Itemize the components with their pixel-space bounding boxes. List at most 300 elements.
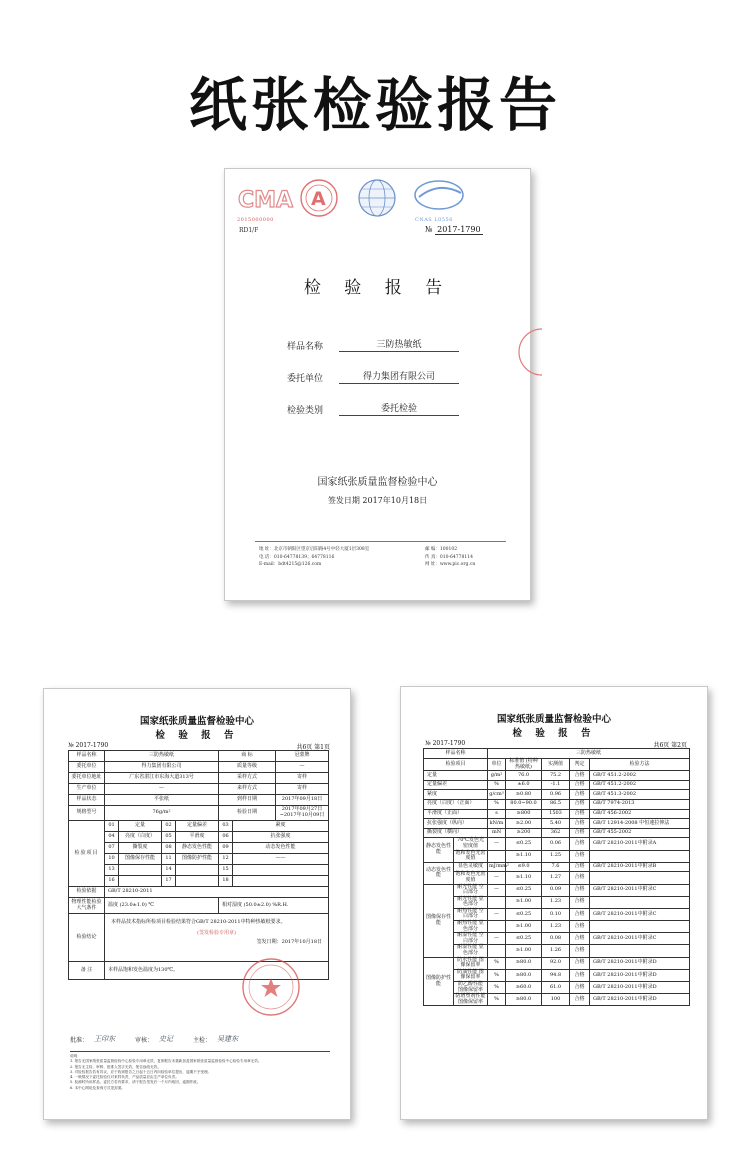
note-line: 说明： — [70, 1054, 81, 1058]
verdict-cell: 合格 — [570, 994, 590, 1006]
field-label: 委托单位 — [287, 374, 324, 384]
verdict-cell: 合格 — [570, 838, 590, 850]
conclusion-cell — [105, 914, 329, 962]
sample-info-table — [68, 750, 329, 980]
unit-cell: g/cm³ — [488, 790, 506, 800]
verdict-cell: 合格 — [570, 850, 590, 862]
item-number: 10 — [105, 854, 119, 865]
field-sample-name — [287, 337, 459, 352]
measured-value: 92.0 — [542, 957, 570, 969]
method-cell: GB/T 28210-2011中附录D — [590, 982, 690, 994]
test-item: 定量 — [424, 771, 488, 781]
test-subitem: 防水性能 图像保留率 — [454, 957, 488, 969]
verdict-cell: 合格 — [570, 809, 590, 819]
method-cell — [590, 945, 690, 957]
column-header: 检验项目 — [424, 759, 488, 771]
cal-seal-icon — [297, 177, 341, 221]
item-name: 动态发色性能 — [233, 843, 329, 854]
item-name: —— — [233, 854, 329, 865]
item-name: 图像防护性能 — [176, 854, 219, 865]
test-subitem: 耐热性能 显色部分 — [454, 921, 488, 933]
verdict-cell: 合格 — [570, 819, 590, 829]
inspection-stamp-icon — [240, 956, 302, 1018]
method-cell: GB/T 28210-2011中附录C — [590, 908, 690, 920]
footer-contact-right — [425, 546, 475, 569]
table-row — [69, 898, 329, 914]
info-value: 三防热敏纸 — [105, 751, 219, 762]
table-row — [69, 806, 329, 821]
page-report-number: № 2017-1790 — [425, 740, 466, 747]
verdict-cell: 合格 — [570, 957, 590, 969]
unit-cell: % — [488, 799, 506, 809]
cma-seal-caption: 2015000000 — [237, 217, 274, 223]
unit-cell: — — [488, 933, 506, 945]
verdict-cell: 合格 — [570, 771, 590, 781]
info-label: 采样方式 — [219, 773, 276, 784]
method-cell: GB/T 455-2002 — [590, 828, 690, 838]
method-cell: GB/T 28210-2011中附录D — [590, 957, 690, 969]
item-name: 定量 — [119, 821, 162, 832]
item-number: 05 — [162, 832, 176, 843]
item-name: 平滑度 — [176, 832, 219, 843]
cma-seal-icon — [235, 177, 294, 217]
item-number: 01 — [105, 821, 119, 832]
item-number: 13 — [105, 865, 119, 876]
info-value: 广东省湛江市东海大道313号 — [105, 773, 219, 784]
measured-value: 0.08 — [542, 933, 570, 945]
standard-value: ±6.0 — [506, 780, 542, 790]
item-number: 11 — [162, 854, 176, 865]
standard-value: ≤0.25 — [506, 908, 542, 920]
results-rows — [424, 771, 690, 1006]
info-value: 2017年09月18日 — [276, 795, 329, 806]
info-label: 规格型号 — [69, 806, 105, 821]
method-cell: GB/T 12914-2008 中恒速拉伸法 — [590, 819, 690, 829]
test-item: 紧度 — [424, 790, 488, 800]
standard-value: ≥80.0 — [506, 957, 542, 969]
conclusion-text: 本样品技术指标所检项目检验结果符合GB/T 28210-2011中特种热敏纸要求。 — [111, 919, 286, 925]
table-row — [424, 982, 690, 994]
table-row — [424, 872, 690, 884]
item-name: 紧度 — [233, 821, 329, 832]
test-subitem: 防油性能 图像保留率 — [454, 969, 488, 981]
table-row — [424, 819, 690, 829]
item-name — [119, 876, 162, 887]
info-value: 得力集团有限公司 — [105, 762, 219, 773]
table-row — [424, 994, 690, 1006]
verdict-cell: 合格 — [570, 933, 590, 945]
measured-value: 1.26 — [542, 945, 570, 957]
standard-value: ≥60.0 — [506, 982, 542, 994]
standard-value: ≤0.25 — [506, 933, 542, 945]
unit-cell: mJ/mm² — [488, 862, 506, 872]
page-number: 共6页 第2页 — [653, 742, 687, 749]
table-row — [424, 780, 690, 790]
item-number: 17 — [162, 876, 176, 887]
info-label: 质量等级 — [219, 762, 276, 773]
verdict-cell: 合格 — [570, 969, 590, 981]
verdict-cell: 合格 — [570, 945, 590, 957]
info-label: 来样方式 — [219, 784, 276, 795]
item-number: 14 — [162, 865, 176, 876]
page-org: 国家纸张质量监督检验中心 — [139, 716, 254, 727]
method-cell — [590, 872, 690, 884]
item-number: 04 — [105, 832, 119, 843]
field-value: 委托检验 — [339, 401, 459, 416]
field-label: 样品名称 — [287, 342, 324, 352]
standard-value: ≤9.0 — [506, 862, 542, 872]
report-notes — [70, 1051, 330, 1091]
table-row — [69, 876, 329, 887]
table-row — [424, 957, 690, 969]
remark-label: 备 注 — [69, 962, 105, 980]
test-group: 图像保存性能 — [424, 884, 454, 957]
item-name — [176, 876, 219, 887]
report-number — [425, 225, 483, 234]
field-label: 检验类别 — [287, 406, 324, 416]
note-line: 6. 本中心网址及查询方式见封面。 — [70, 1085, 125, 1090]
tester-label: 主检： — [193, 1036, 212, 1044]
measured-value: 0.10 — [542, 908, 570, 920]
info-label: 生产单位 — [69, 784, 105, 795]
item-name — [233, 865, 329, 876]
approve-signature: 王印东 — [94, 1035, 116, 1043]
items-label: 检验项目 — [69, 821, 105, 887]
standard-value: ≥1.10 — [506, 850, 542, 862]
sample-info-rows — [69, 751, 329, 821]
measured-value: 0.06 — [542, 838, 570, 850]
method-cell: GB/T 28210-2011中附录C — [590, 884, 690, 896]
stamp-text: (签发检验专用章) — [197, 930, 236, 936]
page-title: 检 验 报 告 — [512, 728, 596, 739]
test-item: 定量偏差 — [424, 780, 488, 790]
test-subitem: 显色灵敏度 — [454, 862, 488, 872]
certification-seals — [235, 177, 475, 225]
unit-cell: % — [488, 982, 506, 994]
standard-value: ≥800 — [506, 809, 542, 819]
svg-text:A: A — [311, 188, 326, 210]
info-value: 76g/m² — [105, 806, 219, 821]
method-cell: GB/T 28210-2011中附录D — [590, 994, 690, 1006]
item-name: 图像保存性能 — [119, 854, 162, 865]
item-number: 02 — [162, 821, 176, 832]
remark-value: 本样品饱和发色温度为130℃。 — [105, 962, 329, 980]
footer-divider — [255, 541, 506, 542]
column-header: 实测值 — [542, 759, 570, 771]
cover-title: 检 验 报 告 — [303, 278, 452, 298]
method-cell: GB/T 28210-2011中附录A — [590, 838, 690, 850]
info-value: 寄样 — [276, 784, 329, 795]
issue-date: 签发日期 2017年10月18日 — [327, 496, 428, 505]
test-subitem: 饱和发色光密度值 — [455, 849, 486, 862]
info-label: 样品名称 — [69, 751, 105, 762]
measured-value: 5.40 — [542, 819, 570, 829]
unit-cell: g/m² — [488, 771, 506, 781]
unit-cell — [488, 850, 506, 862]
method-cell — [590, 850, 690, 862]
standard-value: 76.0 — [506, 771, 542, 781]
standard-value: ≥80.0 — [506, 969, 542, 981]
review-signature: 史记 — [159, 1035, 174, 1043]
report-page-1 — [43, 688, 351, 1120]
unit-cell: % — [488, 780, 506, 790]
table-header-row — [424, 759, 690, 771]
seal-edge-icon — [520, 327, 544, 377]
table-row — [424, 921, 690, 933]
standard-value: ≥1.00 — [506, 896, 542, 908]
results-header-rows — [424, 749, 690, 771]
test-group: 动态发色性能 — [424, 862, 454, 884]
table-row — [69, 784, 329, 795]
info-value: 平张纸 — [105, 795, 219, 806]
info-label: 商 标 — [219, 751, 276, 762]
field-value: 得力集团有限公司 — [339, 369, 459, 384]
measured-value: 75.2 — [542, 771, 570, 781]
test-subitem: 耐湿性能 空白部分 — [454, 933, 488, 945]
test-subitem: 耐热性能 空白部分 — [454, 908, 488, 920]
verdict-cell: 合格 — [570, 790, 590, 800]
field-test-type — [287, 401, 459, 416]
method-cell — [590, 896, 690, 908]
report-cover — [224, 168, 531, 601]
standard-value: ≥80.0 — [506, 994, 542, 1006]
globe-seal-icon — [355, 177, 399, 221]
field-value: 三防热敏纸 — [339, 337, 459, 352]
footer-phone: 电 话：010-64778139；64778116 — [259, 554, 335, 560]
item-name: 亮度（白度） — [119, 832, 162, 843]
test-subitem: 防乙醇性能 图像保留率 — [454, 982, 488, 994]
test-subitem: 饱和发色光密度值 — [455, 871, 486, 883]
method-cell — [590, 921, 690, 933]
measured-value: 7.6 — [542, 862, 570, 872]
verdict-cell: 合格 — [570, 872, 590, 884]
test-item: 抗张强度（纵向） — [424, 819, 488, 829]
column-header: 判定 — [570, 759, 590, 771]
info-value: — — [105, 784, 219, 795]
tester-signature: 吴建东 — [217, 1035, 239, 1043]
method-cell: GB/T 28210-2011中附录D — [590, 969, 690, 981]
test-items-rows — [69, 821, 329, 887]
note-line: 3. 对检验报告若有异议，应于收到报告之日起十五日内向检验单位提出，逾期不予受理。 — [70, 1069, 212, 1074]
note-line: 2. 报告无主检、审核、批准人签字无效，报告涂改无效。 — [70, 1064, 161, 1069]
info-label: 委托单位 — [69, 762, 105, 773]
standard-value: ≥1.00 — [506, 945, 542, 957]
measured-value: 1.25 — [542, 850, 570, 862]
review-label: 审核： — [135, 1036, 154, 1044]
method-cell: GB/T 451.2-2002 — [590, 780, 690, 790]
footer-website: 网 址：www.pic.org.cn — [425, 562, 476, 567]
method-cell: GB/T 451.3-2002 — [590, 790, 690, 800]
sample-label: 样品名称 — [424, 749, 488, 759]
table-row — [424, 884, 690, 896]
report-number-prefix: № — [425, 225, 433, 234]
form-code: RD1/F — [239, 227, 259, 234]
unit-cell: — — [488, 838, 506, 850]
item-number: 18 — [219, 876, 233, 887]
verdict-cell: 合格 — [570, 884, 590, 896]
conclusion-date: 签发日期：2017年10月18日 — [256, 939, 323, 945]
method-cell: GB/T 451.2-2002 — [590, 771, 690, 781]
info-label: 检验日期 — [219, 806, 276, 821]
measured-value: 0.09 — [542, 884, 570, 896]
unit-cell: mN — [488, 828, 506, 838]
item-name — [119, 865, 162, 876]
measured-value: 362 — [542, 828, 570, 838]
verdict-cell: 合格 — [570, 921, 590, 933]
table-row — [69, 887, 329, 898]
column-header: 检验方法 — [590, 759, 690, 771]
basis-label: 检验依据 — [69, 887, 105, 898]
table-row — [69, 795, 329, 806]
cnas-seal-caption: CNAS L0556 — [415, 217, 453, 223]
column-header: 单位 — [488, 759, 506, 771]
standard-value: ≤0.25 — [506, 838, 542, 850]
table-row — [69, 914, 329, 962]
report-number-value: 2017-1790 — [437, 225, 481, 234]
test-group: 静态发色性能 — [424, 838, 454, 862]
env-label: 物理性能检验大气条件 — [69, 898, 105, 914]
test-group: 图像防护性能 — [424, 957, 454, 1006]
issuing-organization: 国家纸张质量监督检验中心 — [317, 477, 438, 488]
field-client — [287, 369, 459, 384]
table-row — [69, 821, 329, 832]
table-row — [424, 850, 690, 862]
signature-row — [70, 1034, 238, 1044]
table-row — [424, 771, 690, 781]
footer-email: E-mail：bdt4215@126.com — [259, 562, 322, 567]
verdict-cell: 合格 — [570, 982, 590, 994]
conclusion-label: 检验结论 — [69, 914, 105, 962]
standard-value: ≤0.25 — [506, 884, 542, 896]
test-subitem: 防增塑剂性能 图像保留率 — [455, 993, 486, 1005]
standard-value: ≥200 — [506, 828, 542, 838]
test-subitem: 耐光性能 空白部分 — [454, 884, 488, 896]
table-row — [69, 832, 329, 843]
table-row — [69, 762, 329, 773]
item-name: 静态发色性能 — [176, 843, 219, 854]
unit-cell — [488, 896, 506, 908]
unit-cell: % — [488, 969, 506, 981]
info-value: — — [276, 762, 329, 773]
test-results-table — [423, 748, 690, 1006]
verdict-cell: 合格 — [570, 799, 590, 809]
measured-value: 94.8 — [542, 969, 570, 981]
measured-value: 0.96 — [542, 790, 570, 800]
measured-value: 1.27 — [542, 872, 570, 884]
info-value: 冠蒙牌 — [276, 751, 329, 762]
table-row — [424, 945, 690, 957]
measured-value: 1503 — [542, 809, 570, 819]
test-subitem: 耐湿性能 显色部分 — [454, 945, 488, 957]
unit-cell — [488, 945, 506, 957]
method-cell: GB/T 456-2002 — [590, 809, 690, 819]
item-name: 定量偏差 — [176, 821, 219, 832]
unit-cell: % — [488, 994, 506, 1006]
note-line: 4. 一般情况下委托检验仅对来样负责，产品质量应由生产单位负责。 — [70, 1075, 179, 1080]
item-number: 12 — [219, 854, 233, 865]
method-cell: GB/T 7974-2013 — [590, 799, 690, 809]
measured-value: -1.1 — [542, 780, 570, 790]
table-row — [424, 838, 690, 850]
verdict-cell: 合格 — [570, 828, 590, 838]
table-row — [424, 908, 690, 920]
measured-value: 100 — [542, 994, 570, 1006]
standard-value: ≥0.80 — [506, 790, 542, 800]
env-humidity: 相对湿度 (50.0±2.0) %R.H. — [219, 898, 329, 914]
page-title: 检 验 报 告 — [155, 730, 239, 741]
footer-fax: 传 真：010-64778114 — [425, 554, 473, 560]
item-name: 撕裂度 — [119, 843, 162, 854]
column-header: 标准值 (特种热敏纸) — [506, 759, 542, 771]
footer-postcode: 邮 编：100102 — [425, 547, 458, 552]
unit-cell: — — [488, 884, 506, 896]
verdict-cell: 合格 — [570, 896, 590, 908]
standard-value: ≥1.00 — [506, 921, 542, 933]
verdict-cell: 合格 — [570, 862, 590, 872]
test-item: 亮度（白度）（正面） — [424, 799, 488, 809]
item-number: 09 — [219, 843, 233, 854]
footer-contact-left — [259, 546, 369, 569]
table-row — [424, 749, 690, 759]
table-row — [69, 751, 329, 762]
standard-value: ≥2.00 — [506, 819, 542, 829]
item-number: 16 — [105, 876, 119, 887]
item-name: 抗张强度 — [233, 832, 329, 843]
info-label: 委托单位地址 — [69, 773, 105, 784]
item-number: 15 — [219, 865, 233, 876]
page-headline: 纸张检验报告 — [188, 71, 561, 139]
table-row — [69, 773, 329, 784]
method-cell: GB/T 28210-2011中附录C — [590, 933, 690, 945]
sample-value: 三防热敏纸 — [488, 749, 690, 759]
basis-value: GB/T 28210-2011 — [105, 887, 329, 898]
env-temperature: 温度 (23.0±1.0) ℃ — [105, 898, 219, 914]
table-row — [424, 896, 690, 908]
info-label: 样品状态 — [69, 795, 105, 806]
footer-address: 地 址：北京市朝阳区望京启阳路4号中轻大厦1层308室 — [259, 547, 370, 552]
measured-value: 61.0 — [542, 982, 570, 994]
info-label: 到样日期 — [219, 795, 276, 806]
test-item: 平滑度（正面） — [424, 809, 488, 819]
table-row — [69, 865, 329, 876]
measured-value: 86.5 — [542, 799, 570, 809]
item-name — [233, 876, 329, 887]
measured-value: 1.23 — [542, 921, 570, 933]
item-number: 07 — [105, 843, 119, 854]
verdict-cell: 合格 — [570, 908, 590, 920]
unit-cell: kN/m — [488, 819, 506, 829]
measured-value: 1.23 — [542, 896, 570, 908]
test-item: 撕裂度（横向） — [424, 828, 488, 838]
table-row — [424, 799, 690, 809]
test-subitem: 耐光性能 显色部分 — [454, 896, 488, 908]
table-row — [69, 843, 329, 854]
item-number: 08 — [162, 843, 176, 854]
page-report-number: № 2017-1790 — [68, 742, 109, 749]
report-page-2 — [400, 686, 708, 1120]
unit-cell: — — [488, 872, 506, 884]
item-number: 06 — [219, 832, 233, 843]
table-row — [424, 969, 690, 981]
page-number: 共6页 第1页 — [296, 744, 330, 751]
standard-value: ≥1.10 — [506, 872, 542, 884]
unit-cell: s — [488, 809, 506, 819]
info-value: 寄样 — [276, 773, 329, 784]
table-row — [424, 809, 690, 819]
unit-cell — [488, 921, 506, 933]
table-row — [424, 790, 690, 800]
test-subitem: 70℃发色光密度值 — [454, 838, 488, 850]
